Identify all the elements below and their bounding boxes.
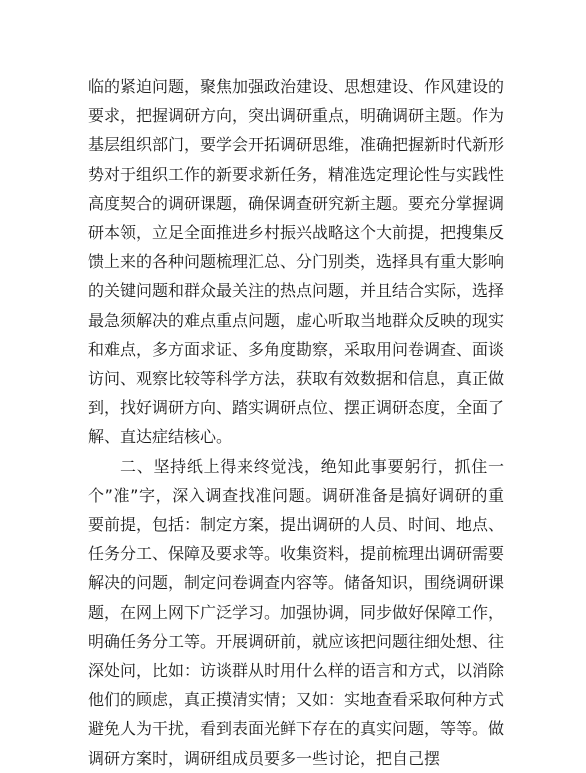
paragraph-1: 临的紧迫问题，聚焦加强政治建设、思想建设、作风建设的要求，把握调研方向，突出调研重点，明确调研主题。作为基层组织部门，要学会开拓调研思维，准确把握新时代新形势对于组织工作的新要求新任务，精准选定理论性与实践性高度契合的调研课题，确保调查研究新主题。要充分掌握调研本领，立足全面推进乡村振兴战略这个大前提，把搜集反馈上来的各种问题梳理汇总、分门别类，选择具有重大影响的关键问题和群众最关注的热点问题，并且结合实际，选择最急须解决的难点重点问题，虚心听取当地群众反映的现实和难点，多方面求证、多角度勘察，采取用问卷调查、面谈访问、观察比较等科学方法，获取有效数据和信息，真正做到，找好调研方向、踏实调研点位、摆正调研态度，全面了解、直达症结核心。	[88, 77, 505, 447]
paragraph-2: 二、坚持纸上得来终觉浅，绝知此事要躬行，抓住一个”准”字，深入调查找准问题。调研准备是搞好调研的重要前提，包括：制定方案，提出调研的人员、时间、地点、任务分工、保障及要求等。收集资料，提前梳理出调研需要解决的问题，制定问卷调查内容等。储备知识，围绕调研课题，在网上网下广泛学习。加强协调，同步做好保障工作，明确任务分工等。开展调研前，就应该把问题往细处想、往深处问，比如：访谈群从时用什么样的语言和方式，以消除他们的顾虑，真正摸清实情；又如：实地查看采取何种方式避免人为干扰，看到表面光鲜下存在的真实问题，等等。做调研方案时，调研组成员要多一些讨论，把自己摆	[88, 456, 505, 768]
body-text	[88, 72, 504, 773]
